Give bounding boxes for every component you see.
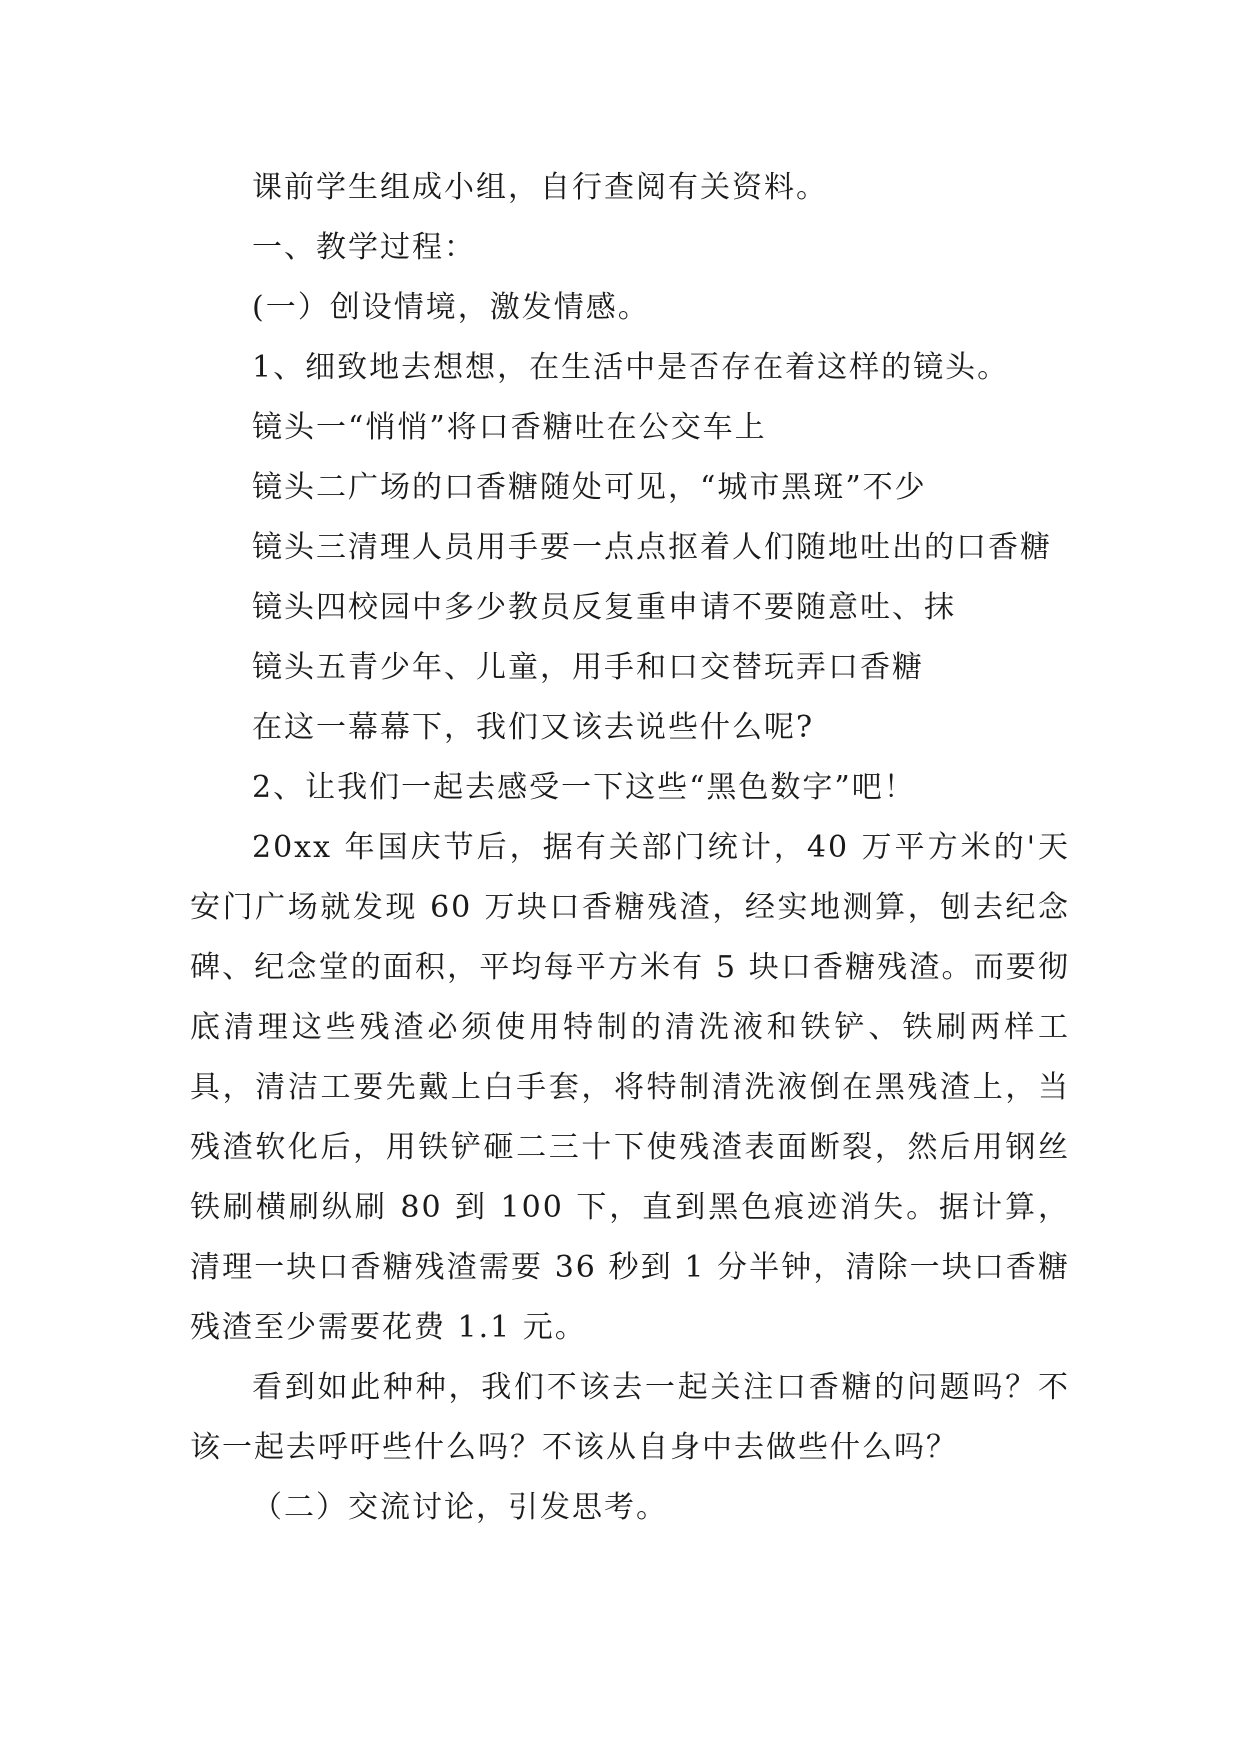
paragraph-preparation: 课前学生组成小组，自行查阅有关资料。 [252,170,828,205]
paragraph-statistics: 20xx 年国庆节后，据有关部门统计，40 万平方米的'天安门广场就发现 60 万块口香糖残渣，经实地测算，刨去纪念碑、纪念堂的面积，平均每平方米有 5 块口香糖残渣。而要彻底清理这些残渣必须使用特制的清洗液和铁铲、铁刷两样工具，清洁工要先戴上白手套，将特制清洗液倒在黑残渣上，当残渣软化后，用铁铲砸二三十下使残渣表面断裂，然后用钢丝铁刷横刷纵刷 80 到 100 下，直到黑色痕迹消失。据计算，清理一块口香糖残渣需要 36 秒到 1 分半钟，清除一块口香糖残渣至少需要花费 1.1 元。 [190,830,1070,1345]
subheading-create-situation: (一）创设情境，激发情感。 [252,290,650,325]
heading-teaching-process: 一、教学过程： [252,230,476,265]
paragraph-scene-3: 镜头三清理人员用手要一点点抠着人们随地吐出的口香糖 [252,530,1052,565]
paragraph-item-1: 1、细致地去想想，在生活中是否存在着这样的镜头。 [252,350,1010,385]
paragraph-item-2: 2、让我们一起去感受一下这些“黑色数字”吧！ [252,770,916,805]
paragraph-scene-2: 镜头二广场的口香糖随处可见，“城市黑斑”不少 [252,470,927,505]
paragraph-scene-1: 镜头一“悄悄”将口香糖吐在公交车上 [252,410,767,445]
paragraph-scene-5: 镜头五青少年、儿童，用手和口交替玩弄口香糖 [252,650,924,685]
body-text [190,158,1070,1538]
paragraph-reflection: 看到如此种种，我们不该去一起关注口香糖的问题吗？不该一起去呼吁些什么吗？不该从自身中去做些什么吗？ [190,1370,1070,1465]
paragraph-scene-4: 镜头四校园中多少教员反复重申请不要随意吐、抹 [252,590,956,625]
subheading-discussion: （二）交流讨论，引发思考。 [252,1490,668,1525]
paragraph-question: 在这一幕幕下，我们又该去说些什么呢? [252,710,815,745]
